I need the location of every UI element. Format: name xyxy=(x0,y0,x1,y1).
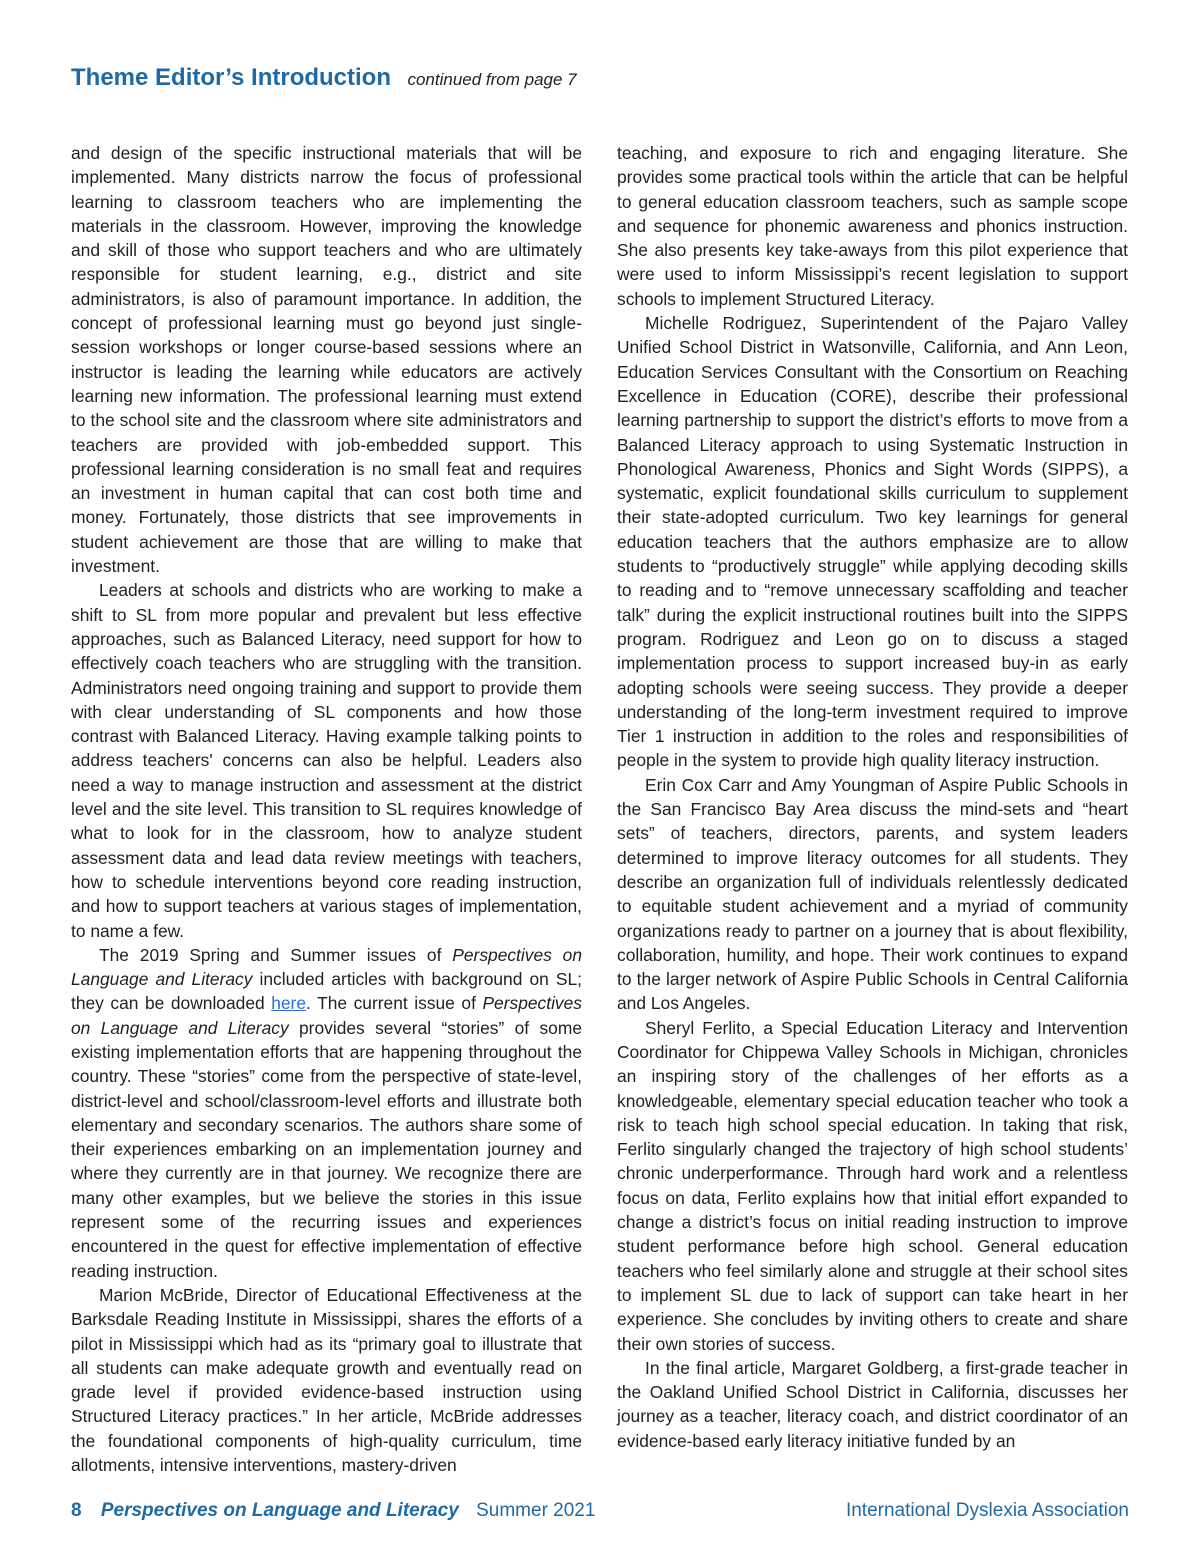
text-run: included articles with background on SL; they can be downloaded xyxy=(71,969,582,1014)
journal-title-italic: Perspectives on Language and Literacy xyxy=(71,944,582,990)
issue-season: Summer 2021 xyxy=(476,1500,596,1521)
paragraph: Leaders at schools and districts who are working to make a shift to SL from more popular and prevalent but less effective approaches, such as Balanced Literacy, need support for how to effectively coach teachers who are struggling with the transition. Administrators need ongoing training and support to provide them with clear understanding of SL components and how those contrast with Balanced Literacy. Having example talking points to address teachers' concerns can also be helpful. Leaders also need a way to manage instruction and assessment at the district level and the site level. This transition to SL requires knowledge of what to look for in the classroom, how to analyze student assessment data and lead data review meetings with teachers, how to schedule interventions beyond core reading instruction, and how to support teachers at various stages of implementation, to name a few. xyxy=(71,580,582,941)
section-title: Theme Editor’s Introduction xyxy=(71,64,392,91)
organization-name: International Dyslexia Association xyxy=(845,1500,1129,1521)
right-column xyxy=(617,141,1128,1453)
paragraph: and design of the specific instructional materials that will be implemented. Many districts narrow the focus of professional learning to classroom teachers who are implementing the materials in the classroom. However, improving the knowledge and skill of those who support teachers and who are ultimately responsible for student learning, e.g., district and site administrators, is also of paramount importance. In addition, the concept of professional learning must go beyond just single-session workshops or longer course-based sessions where an instructor is leading the learning while educators are actively learning new information. The professional learning must extend to the school site and the classroom where site administrators and teachers are provided with job-embedded support. This professional learning consideration is no small feat and requires an investment in human capital that can cost both time and money. Fortunately, those districts that see improvements in student achievement are those that are willing to make that investment. xyxy=(71,143,582,577)
paragraph xyxy=(71,943,582,1283)
left-column xyxy=(71,141,582,1477)
text-run: . The current issue of xyxy=(306,993,483,1014)
paragraph: Erin Cox Carr and Amy Youngman of Aspire Public Schools in the San Francisco Bay Area discuss the mind-sets and “heart sets” of teachers, directors, parents, and system leaders determined to improve literacy outcomes for all students. They describe an organization full of individuals relentlessly dedicated to equitable student achievement and a myriad of community organizations ready to partner on a journey that is about flexibility, collaboration, humility, and hope. Their work continues to expand to the larger network of Aspire Public Schools in Central California and Los Angeles. xyxy=(617,774,1128,1014)
download-link[interactable]: here xyxy=(271,993,307,1014)
paragraph: In the final article, Margaret Goldberg, a first-grade teacher in the Oakland Unified School District in California, discusses her journey as a teacher, literacy coach, and district coordinator of an evidence-based early literacy initiative funded by an xyxy=(617,1357,1128,1451)
journal-name: Perspectives on Language and Literacy xyxy=(100,1500,459,1521)
paragraph: teaching, and exposure to rich and engaging literature. She provides some practical tools within the article that can be helpful to general education classroom teachers, such as sample scope and sequence for phonemic awareness and phonics instruction. She also presents key take-aways from this pilot experience that were used to inform Mississippi’s recent legislation to support schools to implement Structured Literacy. xyxy=(617,143,1128,309)
paragraph: Marion McBride, Director of Educational Effectiveness at the Barksdale Reading Institute in Mississippi, shares the efforts of a pilot in Mississippi which had as its “primary goal to illustrate that all students can make adequate growth and eventually read on grade level if provided evidence-based instruction using Structured Literacy practices.” In her article, McBride addresses the foundational components of high-quality curriculum, time allotments, intensive interventions, mastery-driven xyxy=(71,1284,582,1476)
text-run: provides several “stories” of some existing implementation efforts that are happening throughout the country. These “stories” come from the perspective of state-level, district-level and school/classroom-level efforts and illustrate both elementary and secondary scenarios. The authors share some of their experiences embarking on an implementation journey and where they currently are in that journey. We recognize there are many other examples, but we believe the stories in this issue represent some of the recurring issues and experiences encountered in the quest for effective implementation of effective reading instruction. xyxy=(71,1017,582,1281)
text-run: The 2019 Spring and Summer issues of xyxy=(99,944,453,965)
journal-title-italic: Perspectives on Language and Literacy xyxy=(71,993,582,1038)
paragraph: Sheryl Ferlito, a Special Education Literacy and Intervention Coordinator for Chippewa Valley Schools in Michigan, chronicles an inspiring story of the challenges of her efforts as a knowledgeable, elementary special education teacher who took a risk to teach high school special education. In taking that risk, Ferlito singularly changed the trajectory of high school students’ chronic underperformance. Through hard work and a relentless focus on data, Ferlito explains how that initial effort expanded to change a district’s focus on initial reading instruction to improve student performance before high school. General education teachers who feel similarly alone and struggle at their school sites to implement SL due to lack of support can take heart in her experience. She concludes by inviting others to create and share their own stories of success. xyxy=(617,1017,1128,1354)
page-footer xyxy=(71,1500,1129,1522)
page-header xyxy=(71,64,1131,92)
paragraph: Michelle Rodriguez, Superintendent of the Pajaro Valley Unified School District in Watsonville, California, and Ann Leon, Education Services Consultant with the Consortium on Reaching Excellence in Education (CORE), describe their professional learning partnership to support the district’s efforts to move from a Balanced Literacy approach to using Systematic Instruction in Phonological Awareness, Phonics and Sight Words (SIPPS), a systematic, explicit foundational skills curriculum to supplement their state-adopted curriculum. Two key learnings for general education teachers that the authors emphasize are to allow students to “productively struggle” while applying decoding skills to reading and to “remove unnecessary scaffolding and teacher talk” during the explicit instructional routines built into the SIPPS program. Rodriguez and Leon go on to discuss a staged implementation process to support increased buy-in as early adopting schools were seeing success. They provide a deeper understanding of the long-term investment required to improve Tier 1 instruction in addition to the roles and responsibilities of people in the system to provide high quality literacy instruction. xyxy=(617,313,1128,771)
page-number: 8 xyxy=(71,1500,82,1521)
continued-note: continued from page 7 xyxy=(407,70,577,89)
